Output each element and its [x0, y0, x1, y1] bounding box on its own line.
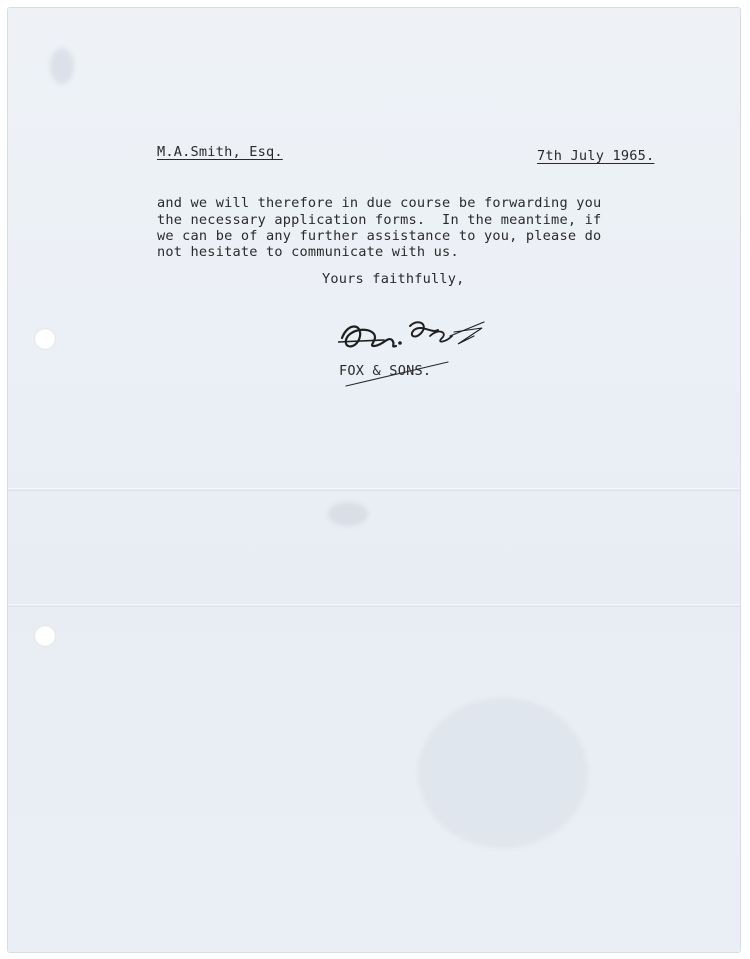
paper-fold-line — [8, 488, 740, 491]
body-line: and we will therefore in due course be forwarding you — [157, 195, 602, 211]
paper-fold-line — [8, 604, 740, 607]
addressee: M.A.Smith, Esq. — [157, 144, 283, 160]
punch-hole — [34, 625, 56, 647]
closing: Yours faithfully, — [322, 271, 465, 287]
punch-hole — [34, 328, 56, 350]
paper-crease-mark — [328, 502, 368, 526]
body-line: the necessary application forms. In the meantime, if — [157, 212, 602, 228]
letter-date: 7th July 1965. — [537, 148, 655, 164]
paper-stain — [418, 698, 588, 848]
body-line: we can be of any further assistance to you, please do — [157, 228, 602, 244]
paper-stain — [50, 48, 74, 84]
body-line: not hesitate to communicate with us. — [157, 244, 459, 260]
signatory: FOX & SONS. — [339, 363, 432, 379]
